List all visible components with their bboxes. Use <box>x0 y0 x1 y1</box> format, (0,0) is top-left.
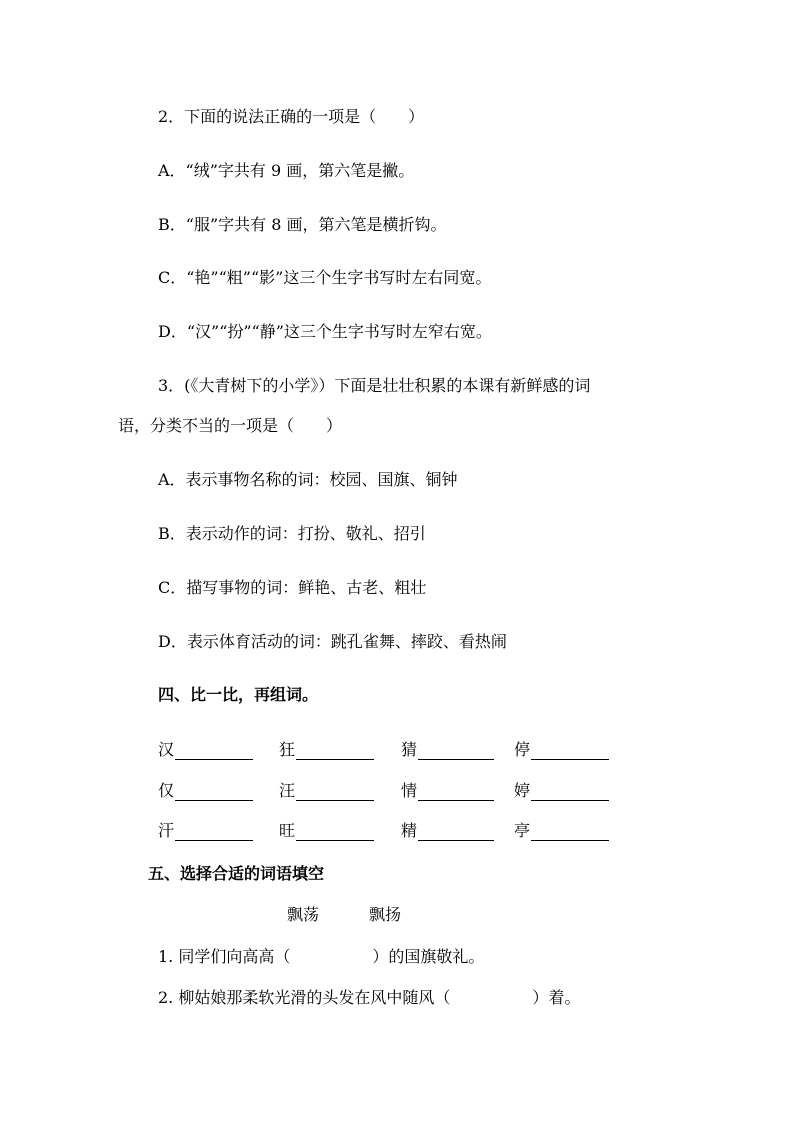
q2-option-a: A．“绒”字共有 9 画，第六笔是撇。 <box>158 161 415 180</box>
q2-stem: 2．下面的说法正确的一项是（ ） <box>158 107 425 126</box>
grid-item <box>158 740 253 760</box>
grid-char: 停 <box>514 740 531 759</box>
grid-char: 汉 <box>158 740 175 759</box>
answer-blank[interactable] <box>175 782 253 801</box>
q2-option-c: C．“艳”“粗”“影”这三个生字书写时左右同宽。 <box>158 268 492 287</box>
word-choice-1: 飘荡 <box>287 905 320 924</box>
answer-blank[interactable] <box>418 822 494 841</box>
answer-blank[interactable] <box>296 741 374 760</box>
word-choice-2: 飘扬 <box>369 905 402 924</box>
grid-char: 汗 <box>158 821 175 840</box>
grid-char: 精 <box>401 821 418 840</box>
answer-blank[interactable] <box>531 822 609 841</box>
answer-blank[interactable] <box>531 741 609 760</box>
grid-item <box>401 821 494 841</box>
answer-blank[interactable] <box>531 782 609 801</box>
answer-blank[interactable] <box>175 741 253 760</box>
section4-title: 四、比一比，再组词。 <box>158 685 319 704</box>
answer-blank[interactable] <box>296 782 374 801</box>
sentence-1-suffix: ）的国旗敬礼。 <box>372 947 485 966</box>
answer-blank[interactable] <box>418 741 494 760</box>
sentence-2-suffix: ）着。 <box>532 988 581 1007</box>
grid-item <box>279 740 374 760</box>
sentence-1-prefix: 1. 同学们向高高（ <box>158 947 291 966</box>
q3-option-b: B．表示动作的词：打扮、敬礼、招引 <box>158 524 426 543</box>
fill-sentence-1 <box>158 947 484 967</box>
grid-char: 情 <box>401 781 418 800</box>
q2-option-b: B．“服”字共有 8 画，第六笔是横折钩。 <box>158 215 447 234</box>
q3-option-d: D．表示体育活动的词：跳孔雀舞、摔跤、看热闹 <box>158 632 507 651</box>
grid-char: 旺 <box>279 821 296 840</box>
sentence-2-prefix: 2. 柳姑娘那柔软光滑的头发在风中随风（ <box>158 988 451 1007</box>
grid-item <box>401 740 494 760</box>
q2-option-d: D．“汉”“扮”“静”这三个生字书写时左窄右宽。 <box>158 322 492 341</box>
grid-char: 亭 <box>514 821 531 840</box>
grid-char: 仅 <box>158 781 175 800</box>
grid-char: 狂 <box>279 740 296 759</box>
q3-option-a: A．表示事物名称的词：校园、国旗、铜钟 <box>158 470 458 489</box>
grid-item <box>401 781 494 801</box>
section5-title: 五、选择合适的词语填空 <box>148 864 325 883</box>
q3-stem-line1: 3．(《大青树下的小学》）下面是壮壮积累的本课有新鲜感的词 <box>158 376 591 395</box>
answer-blank[interactable] <box>418 782 494 801</box>
grid-char: 婷 <box>514 781 531 800</box>
grid-item <box>158 781 253 801</box>
grid-item <box>279 821 374 841</box>
answer-blank[interactable] <box>175 822 253 841</box>
grid-item <box>514 740 609 760</box>
answer-blank[interactable] <box>296 822 374 841</box>
grid-item <box>158 821 253 841</box>
grid-char: 猜 <box>401 740 418 759</box>
q3-option-c: C．描写事物的词：鲜艳、古老、粗壮 <box>158 578 427 597</box>
grid-item <box>279 781 374 801</box>
grid-item <box>514 821 609 841</box>
grid-char: 汪 <box>279 781 296 800</box>
q3-stem-line2: 语，分类不当的一项是（ ） <box>118 416 343 435</box>
fill-sentence-2 <box>158 988 580 1008</box>
grid-item <box>514 781 609 801</box>
